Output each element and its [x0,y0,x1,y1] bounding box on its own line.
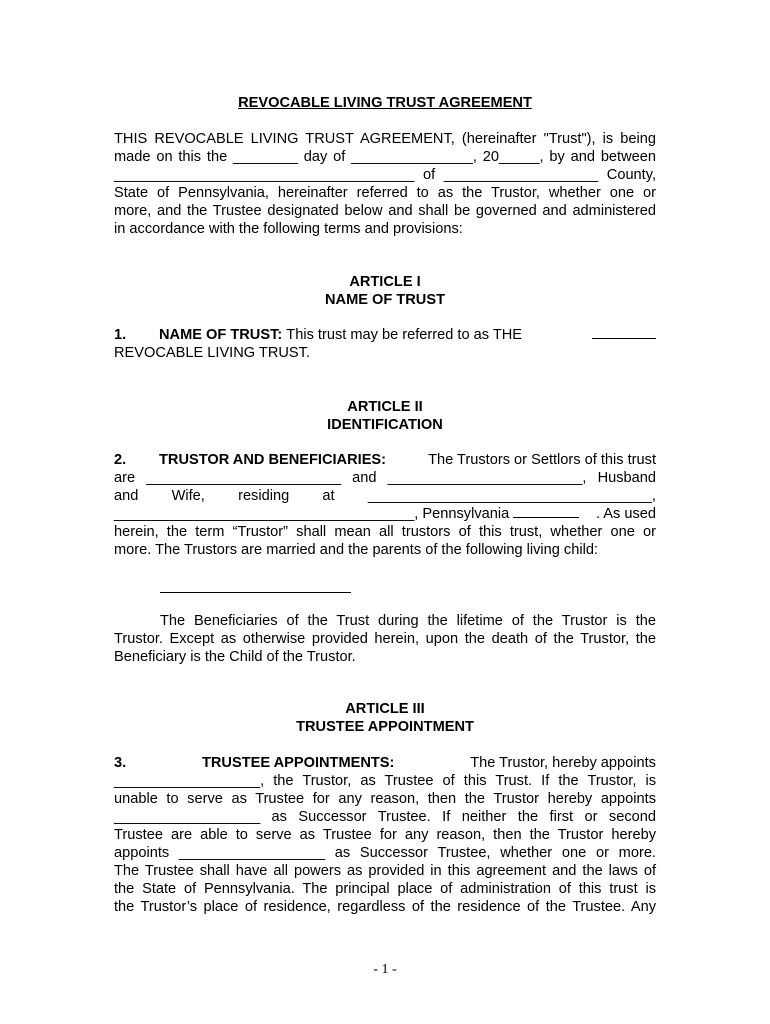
article-1-paragraph [114,326,656,362]
article-1-subheading: NAME OF TRUST [325,292,445,308]
child-name-blank[interactable] [160,592,351,593]
article-1-heading: ARTICLE I [349,274,421,290]
article-2-text: The Trustors or Settlors of this trust [428,452,656,468]
article-3-line: unable to serve as Trustee for any reason, then the Trustor hereby appoints [114,791,656,807]
word: residing [238,488,290,504]
intro-line: State of Pennsylvania, hereinafter referred to as the Trustor, whether one or [114,185,656,201]
section-number: 2. [114,452,127,468]
article-1-line: REVOCABLE LIVING TRUST. [114,345,310,361]
section-label: TRUSTOR AND BENEFICIARIES: [159,452,387,468]
beneficiaries-text: The Beneficiaries of the Trust during the lifetime of the Trustor is the [160,613,656,629]
article-2-line: more. The Trustors are married and the parents of the following living child: [114,542,598,558]
address-blank: ___________________________________, [367,488,656,504]
beneficiaries-paragraph [114,612,656,666]
article-2-paragraph [114,451,656,559]
intro-line: _____________________________________ of ___________________ County, [114,167,656,183]
intro-paragraph [114,130,656,238]
article-2-first-part [114,451,386,469]
word: Wife, [171,488,205,504]
article-1-line [114,326,656,344]
article-3-subheading: TRUSTEE APPOINTMENT [296,719,474,735]
article-3-line: __________________ as Successor Trustee. If neither the first or second [114,809,656,825]
intro-line: more, and the Trustee designated below and shall be governed and administered [114,203,656,219]
section-number: 3. [114,755,127,771]
intro-line: THIS REVOCABLE LIVING TRUST AGREEMENT, (hereinafter "Trust"), is being [114,131,656,147]
intro-line: made on this the ________ day of _______________, 20_____, by and between [114,149,656,165]
document-title: REVOCABLE LIVING TRUST AGREEMENT [238,95,532,111]
article-3-line: the Trustor’s place of residence, regardless of the residence of the Trustee. Any [114,899,656,915]
article-2-line [114,505,656,523]
beneficiaries-line [114,612,656,630]
article-3-heading: ARTICLE III [345,701,425,717]
article-2-subheading: IDENTIFICATION [327,417,443,433]
article-2-line: are ________________________ and ________________________, Husband [114,470,656,486]
trust-name-blank[interactable] [592,326,656,339]
article-3-paragraph [114,754,656,916]
article-2-line: herein, the term “Trustor” shall mean all trustors of this trust, whether one or [114,524,656,540]
article-3-line: the State of Pennsylvania. The principal place of administration of this trust is [114,881,656,897]
article-1-text: This trust may be referred to as THE [286,327,523,343]
page-number: - 1 - [373,962,397,977]
article-2-text [114,505,579,523]
year-blank[interactable] [513,505,579,518]
article-3-line: __________________, the Trustor, as Trustee of this Trust. If the Trustor, is [114,773,656,789]
article-2-line [114,451,656,469]
section-label: NAME OF TRUST: [159,327,283,343]
article-3-line: Trustee are able to serve as Trustee for any reason, then the Trustor hereby [114,827,656,843]
article-3-line: The Trustee shall have all powers as provided in this agreement and the laws of [114,863,656,879]
article-2-line [114,487,656,505]
section-number: 1. [114,327,127,343]
article-2-text: . As used [595,506,656,522]
article-3-text: The Trustor, hereby appoints [470,755,656,771]
article-3-line: appoints __________________ as Successor Trustee, whether one or more. [114,845,656,861]
word: at [322,488,335,504]
article-1-first-part [114,326,522,344]
article-2-heading: ARTICLE II [347,399,423,415]
article-3-line [114,754,656,772]
section-label: TRUSTEE APPOINTMENTS: [201,755,395,771]
beneficiaries-line: Trustor. Except as otherwise provided herein, upon the death of the Trustor, the [114,631,656,647]
word: and [114,488,139,504]
intro-line: in accordance with the following terms and provisions: [114,221,463,237]
city-blank: _____________________________________, Pennsylvania [114,506,510,522]
beneficiaries-line: Beneficiary is the Child of the Trustor. [114,649,356,665]
